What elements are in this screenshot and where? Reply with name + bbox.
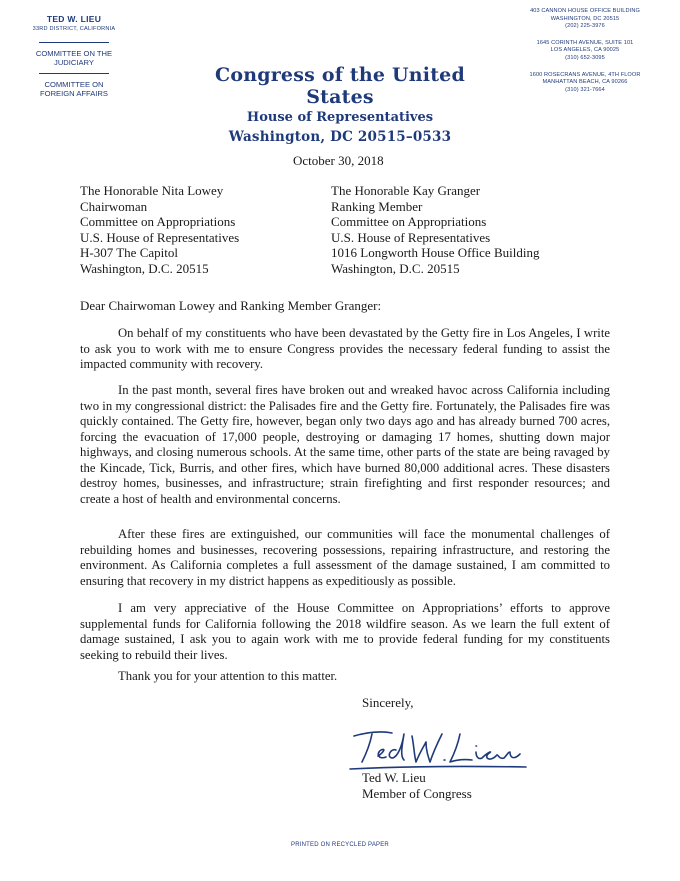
member-name: TED W. LIEU: [46, 14, 102, 24]
office-dc: [500, 8, 670, 31]
office-manhattan-beach: [500, 72, 670, 95]
address-line: Chairwoman: [80, 198, 148, 214]
office-phone: (202) 225-3976: [565, 23, 605, 30]
office-city-line: WASHINGTON, DC 20515: [550, 15, 620, 22]
address-line: Ranking Member: [331, 198, 423, 214]
divider: [39, 42, 109, 43]
body-paragraph: On behalf of my constituents who have been devastated by the Getty fire in Los Angeles, I write to ask you to work with me to ensure Congress provides the necessary federal funding to assist the impacted community with recovery.: [80, 326, 610, 371]
committee-judiciary: COMMITTEE ON THE JUDICIARY: [35, 49, 113, 67]
address-line: The Honorable Nita Lowey: [80, 183, 224, 198]
office-phone: (310) 652-3095: [565, 54, 605, 61]
body-paragraph: In the past month, several fires have broken out and wreaked havoc across California including two in my congressional district: the Palisades fire and the Getty fire. Fortunately, the Palisades fire was quickly contained. The Getty fire, however, began only two days ago and has already burned 700 acres, forcing the evacuation of 17,000 people, destroying or damaging 17 homes, shutting down major highways, and closing numerous schools. At the same time, other parts of the state are being ravaged by the Kincade, Tick, Burris, and other fires, which have burned 80,000 additional acres. These disasters destroy homes, businesses, and infrastructure; strain firefighting and first responder resources; and create a host of health and environmental concerns.: [80, 383, 610, 506]
footer-recycled: PRINTED ON RECYCLED PAPER: [291, 842, 389, 848]
address-line: Washington, D.C. 20515: [80, 260, 209, 276]
recipient-address-granger: [331, 183, 539, 277]
letterhead-left: [8, 14, 140, 98]
signer-block: [362, 770, 472, 802]
address-line: Committee on Appropriations: [80, 214, 236, 230]
office-los-angeles: [500, 40, 670, 63]
letter-date: October 30, 2018: [293, 153, 384, 168]
chamber-title: House of Representatives: [246, 110, 434, 125]
office-city-line: LOS ANGELES, CA 90025: [550, 47, 620, 54]
committee-foreign-affairs: COMMITTEE ON FOREIGN AFFAIRS: [40, 80, 108, 98]
office-address-line: 403 CANNON HOUSE OFFICE BUILDING: [530, 8, 640, 14]
office-address-line: 1645 CORINTH AVENUE, SUITE 101: [536, 39, 634, 46]
address-line: Washington, D.C. 20515: [331, 260, 460, 276]
recipient-address-lowey: [80, 183, 239, 277]
signer-name: Ted W. Lieu: [362, 770, 426, 785]
institution-title: Congress of the United States: [215, 64, 465, 108]
divider: [39, 73, 109, 74]
office-city-line: MANHATTAN BEACH, CA 90266: [542, 79, 628, 86]
letterhead-center: [190, 64, 490, 145]
address-line: U.S. House of Representatives: [331, 229, 491, 245]
body-paragraph: I am very appreciative of the House Committee on Appropriations’ efforts to approve supplemental funds for California following the 2018 wildfire season. As we learn the full extent of damage sustained, I ask you to again work with me to provide federal funding for my constituents seeking to rebuild their lives.: [80, 601, 610, 662]
closing: Sincerely,: [362, 695, 414, 710]
city-zip: Washington, DC 20515–0533: [228, 129, 452, 145]
address-line: Committee on Appropriations: [331, 214, 487, 230]
address-line: 1016 Longworth House Office Building: [331, 245, 540, 261]
signer-title: Member of Congress: [362, 786, 472, 801]
office-phone: (310) 321-7664: [565, 86, 605, 93]
office-address-line: 1600 ROSECRANS AVENUE, 4TH FLOOR: [529, 71, 641, 78]
signature: [348, 722, 528, 776]
letterhead-offices: [500, 8, 670, 103]
address-line: H-307 The Capitol: [80, 245, 178, 261]
member-district: 33RD DISTRICT, CALIFORNIA: [32, 26, 116, 32]
salutation: Dear Chairwoman Lowey and Ranking Member Granger:: [80, 298, 382, 313]
address-line: U.S. House of Representatives: [80, 229, 240, 245]
address-line: The Honorable Kay Granger: [331, 183, 481, 198]
body-paragraph: After these fires are extinguished, our communities will face the monumental challenges of rebuilding homes and businesses, recovering possessions, repairing infrastructure, and restoring the environment. As California completes a full assessment of the damage sustained, I am committed to ensuring that recovery in my district happens as expeditiously as possible.: [80, 527, 610, 588]
body-paragraph: Thank you for your attention to this matter.: [118, 669, 338, 683]
